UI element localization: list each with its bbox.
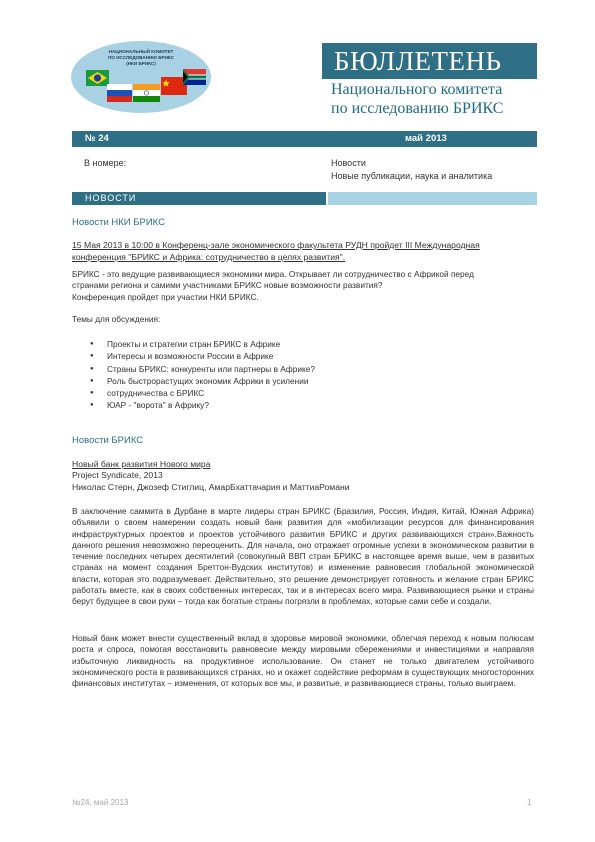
topics-list (90, 338, 315, 412)
article-authors: Николас Стерн, Джозеф Стиглиц, АмарБхаттачария и МаттиаРомани (72, 482, 350, 492)
headline-line-2: конференция "БРИКС и Африка: сотрудничество в целях развития". (72, 251, 346, 262)
brazil-flag-icon (86, 70, 109, 86)
logo-line-3: (НКИ БРИКС) (126, 61, 156, 66)
issue-date: май 2013 (405, 133, 447, 144)
topics-label: Темы для обсуждения: (72, 314, 161, 324)
subtitle-line-2: по исследованию БРИКС (331, 100, 504, 117)
headline-line-1: 15 Мая 2013 в 10:00 в Конференц-зале экономического факультета РУДН пройдет III Международная (72, 240, 480, 250)
issue-number: № 24 (85, 133, 109, 144)
brics-committee-logo (70, 40, 212, 114)
article-title-link[interactable]: Новый банк развития Нового мира (72, 459, 211, 469)
logo-line-2: ПО ИССЛЕДОВАНИЮ БРИКС (108, 55, 174, 60)
india-flag-icon (133, 84, 160, 102)
list-item: ● Интересы и возможности России в Африке (90, 350, 315, 362)
body-line-3: Конференция пройдет при участии НКИ БРИКС. (72, 291, 259, 302)
footer-issue: №24, май 2013 (72, 798, 129, 807)
list-item: ● ЮАР - "ворота" в Африку? (90, 399, 315, 411)
list-item: ● Проекты и стратегии стран БРИКС в Африке (90, 338, 315, 350)
nki-news-body (72, 269, 534, 303)
bulletin-title: БЮЛЛЕТЕНЬ (334, 46, 502, 76)
issue-bar (72, 131, 537, 147)
nki-news-headline[interactable] (72, 240, 534, 263)
list-item: ● Страны БРИКС: конкуренты или партнеры в Африке? (90, 363, 315, 375)
section-bar-accent (328, 192, 537, 205)
article-paragraph-2: Новый банк может внести существенный вклад в здоровье мировой экономики, облегчая переход к новым полюсам роста и спроса, помогая восстановить равновесие между мировыми сбережениями и инвестициями и направляя избыточную ликвидность на продуктивное использование. Он станет не только двигателем устойчивого экономического роста в развивающихся странах, но и окажет содействие реформам в существующих многосторонних финансовых институтах – изменения, от которых все мы, и развитые, и развивающиеся страны, только выиграем. (72, 633, 534, 689)
nki-news-heading: Новости НКИ БРИКС (72, 217, 165, 228)
russia-flag-icon (107, 84, 132, 102)
section-title: НОВОСТИ (85, 193, 137, 203)
south-africa-flag-icon (183, 69, 206, 85)
body-line-2: странами региона и самими участниками БРИКС новые возможности развития? (72, 280, 383, 291)
logo-line-1: НАЦИОНАЛЬНЫЙ КОМИТЕТ (108, 49, 174, 54)
article-paragraph-1: В заключение саммита в Дурбане в марте лидеры стран БРИКС (Бразилия, Россия, Индия, Китай, Южная Африка) объявили о своем намерении создать новый банк развития для «мобилизации ресурсов для финансирования инфраструктурных проектов и проектов устойчивого развития БРИКС и других развивающихся стран».Важность данного решения невозможно переоценить. Для начала, оно отражает огромные успехи в экономическом развитии в течение последних четырех десятилетий (совокупный ВВП стран БРИКС в настоящее время выше, чем в развитых странах на момент создания Бреттон-Вудских институтов) и изменение равновесия глобальной экономической власти, которая это подразумевает. Действительно, это решение демонстрирует готовность и желание стран БРИКС работать вместе, как в своих собственных интересах, так и в интересах всего мира. Развивающиеся рынки и страны берут будущее в свои руки – тогда как богатые страны погрязли в проблемах, которые сами себе и создали. (72, 506, 534, 607)
table-of-contents (331, 157, 492, 183)
in-issue-label: В номере: (84, 158, 127, 168)
toc-item-publications[interactable]: Новые публикации, наука и аналитика (331, 171, 493, 181)
toc-item-news[interactable]: Новости (331, 158, 366, 168)
body-line-1: БРИКС - это ведущие развивающиеся экономики мира. Открывает ли сотрудничество с Африкой перед (72, 269, 474, 279)
page-number: 1 (527, 798, 532, 807)
subtitle-line-1: Национального комитета (331, 81, 503, 98)
bulletin-subtitle (331, 80, 561, 118)
brics-news-heading: Новости БРИКС (72, 435, 144, 446)
list-item: ● Роль быстрорастущих экономик Африки в усилении (90, 375, 315, 387)
article-source: Project Syndicate, 2013 (72, 470, 163, 480)
list-item: ● сотрудничества с БРИКС (90, 387, 315, 399)
